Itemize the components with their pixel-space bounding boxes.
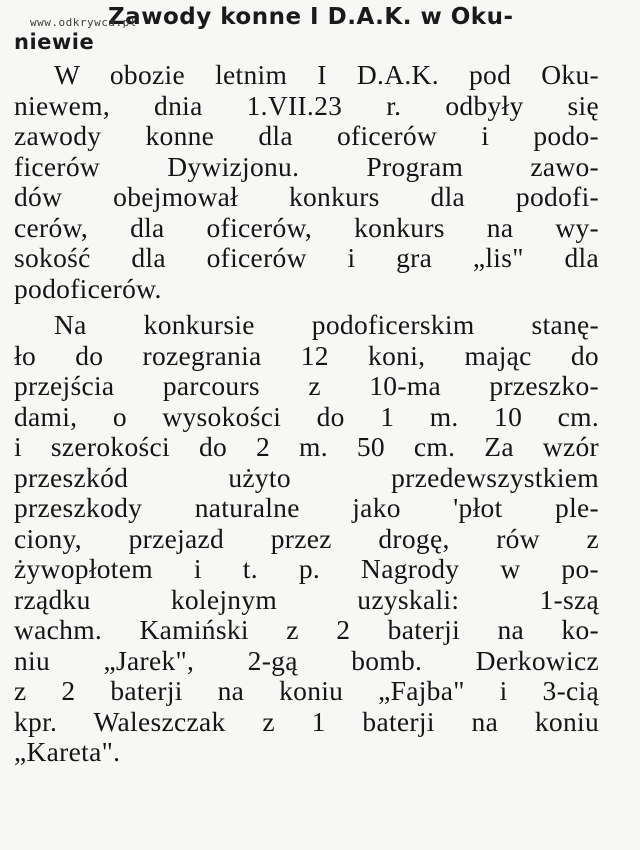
text-line: dów obejmował konkurs dla podofi- [14,181,599,212]
text-line: żywopłotem i t. p. Nagrody w po- [14,553,599,584]
text-line: „Kareta". [14,736,121,767]
text-line: W obozie letnim I D.A.K. pod Oku- [54,59,599,90]
text-line: ło do rozegrania 12 koni, mając do [14,339,599,371]
text-line: kpr. Waleszczak z 1 baterji na koniu [14,705,599,737]
text-line: cerów, dla oficerów, konkurs na wy- [14,211,599,243]
text-line: ficerów Dywizjonu. Program zawo- [14,150,599,182]
text-line: rządku kolejnym uzyskali: 1-szą [14,583,599,615]
text-line: podoficerów. [14,272,162,304]
text-line: przejścia parcours z 10-ma przeszko- [14,370,599,401]
text-line: niewem, dnia 1.VII.23 r. odbyły się [14,89,599,121]
text-line: zawody konne dla oficerów i podo- [14,120,599,151]
watermark: www.odkrywca.pl [30,16,137,29]
heading-line-2: niewie [14,30,95,54]
text-line: wachm. Kamiński z 2 baterji na ko- [14,614,599,645]
text-line: z 2 baterji na koniu „Fajba" i 3-cią [14,675,599,706]
text-line: sokość dla oficerów i gra „lis" dla [14,242,599,273]
heading-line-1: Zawody konne I D.A.K. w Oku- [108,4,514,30]
paragraph-2 [14,310,599,768]
article-body [14,60,599,768]
text-line: dami, o wysokości do 1 m. 10 cm. [14,400,599,432]
text-line: przeszkód użyto przedewszystkiem [14,461,599,493]
paragraph-1 [14,60,599,304]
text-line: niu „Jarek", 2-gą bomb. Derkowicz [14,644,599,676]
text-line: i szerokości do 2 m. 50 cm. Za wzór [14,431,599,462]
text-line: Na konkursie podoficerskim stanę- [54,309,599,340]
text-line: ciony, przejazd przez drogę, rów z [14,522,599,554]
text-line: przeszkody naturalne jako 'płot ple- [14,492,599,523]
